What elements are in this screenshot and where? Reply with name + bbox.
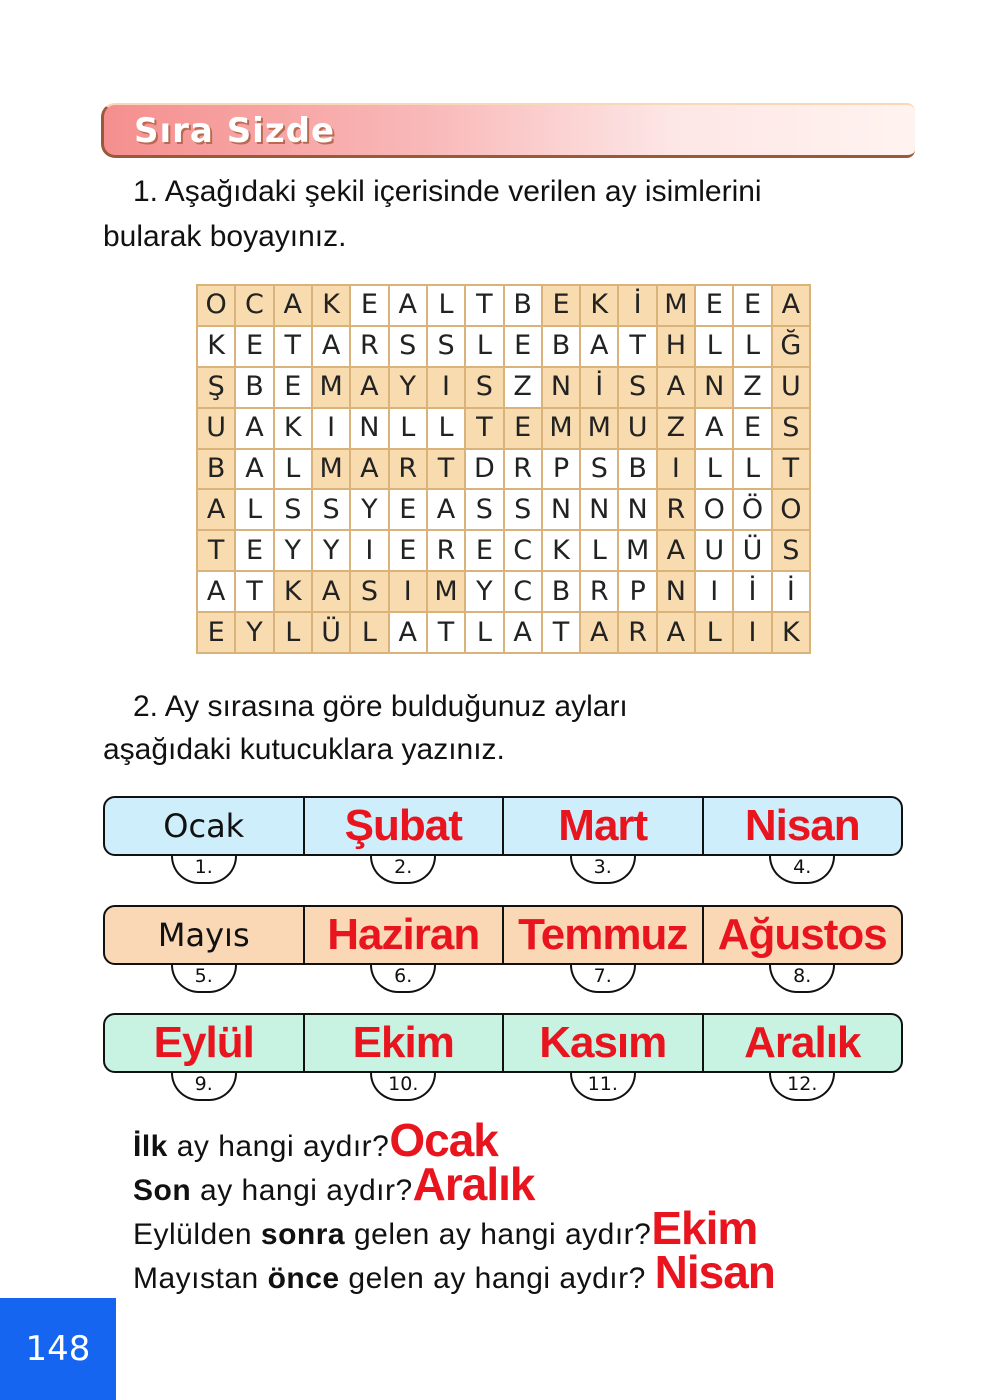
grid-cell[interactable]: C bbox=[505, 531, 541, 570]
grid-cell[interactable]: A bbox=[198, 490, 234, 529]
grid-cell[interactable]: A bbox=[658, 531, 694, 570]
grid-cell[interactable]: A bbox=[236, 409, 272, 448]
month-answer-text: Nisan bbox=[744, 801, 860, 850]
month-answer-text: Haziran bbox=[327, 910, 480, 959]
grid-cell[interactable]: L bbox=[466, 613, 502, 652]
grid-cell[interactable]: R bbox=[351, 327, 387, 366]
grid-cell[interactable]: M bbox=[313, 450, 349, 489]
grid-cell[interactable]: I bbox=[658, 450, 694, 489]
grid-cell[interactable]: L bbox=[428, 286, 464, 325]
grid-cell[interactable]: Y bbox=[275, 531, 311, 570]
month-number-tab: 8. bbox=[769, 965, 835, 993]
question-1-line-2: bularak boyayınız. bbox=[103, 220, 347, 253]
grid-cell[interactable]: M bbox=[581, 409, 617, 448]
grid-cell[interactable]: L bbox=[351, 613, 387, 652]
grid-cell[interactable]: Y bbox=[313, 531, 349, 570]
grid-cell[interactable]: T bbox=[428, 450, 464, 489]
grid-cell[interactable]: N bbox=[696, 368, 732, 407]
grid-cell[interactable]: T bbox=[428, 613, 464, 652]
question-answer: Ekim bbox=[651, 1202, 758, 1254]
grid-cell[interactable]: N bbox=[581, 490, 617, 529]
month-row-2 bbox=[103, 905, 903, 987]
grid-cell[interactable]: E bbox=[734, 409, 770, 448]
grid-cell[interactable]: B bbox=[236, 368, 272, 407]
grid-cell[interactable]: S bbox=[313, 490, 349, 529]
grid-cell[interactable]: O bbox=[198, 286, 234, 325]
grid-cell[interactable]: N bbox=[543, 368, 579, 407]
grid-cell[interactable]: O bbox=[773, 490, 809, 529]
grid-cell[interactable]: T bbox=[466, 409, 502, 448]
grid-cell[interactable]: A bbox=[390, 286, 426, 325]
grid-cell[interactable]: S bbox=[773, 409, 809, 448]
grid-cell[interactable]: A bbox=[658, 613, 694, 652]
question-text: Eylülden bbox=[133, 1218, 261, 1251]
grid-cell[interactable]: T bbox=[275, 327, 311, 366]
month-answer-text: Kasım bbox=[539, 1018, 667, 1067]
question-bold-word: sonra bbox=[260, 1218, 346, 1251]
month-answer-text: Temmuz bbox=[518, 910, 688, 959]
grid-cell[interactable]: T bbox=[466, 286, 502, 325]
grid-cell[interactable]: K bbox=[275, 572, 311, 611]
grid-cell[interactable]: A bbox=[275, 286, 311, 325]
grid-cell[interactable]: İ bbox=[581, 368, 617, 407]
grid-cell[interactable]: S bbox=[619, 368, 655, 407]
grid-cell[interactable]: B bbox=[505, 286, 541, 325]
grid-cell[interactable]: A bbox=[428, 490, 464, 529]
grid-cell[interactable]: İ bbox=[773, 572, 809, 611]
month-number-tab: 2. bbox=[370, 856, 436, 884]
grid-cell[interactable]: Z bbox=[658, 409, 694, 448]
question-bold-word: İlk bbox=[133, 1130, 168, 1163]
question-1-line-1: 1. Aşağıdaki şekil içerisinde verilen ay isimlerini bbox=[133, 175, 762, 208]
grid-cell[interactable]: A bbox=[581, 613, 617, 652]
month-number-tab: 12. bbox=[769, 1073, 835, 1101]
grid-cell[interactable]: L bbox=[390, 409, 426, 448]
month-answer-text: Ağustos bbox=[717, 910, 887, 959]
grid-cell[interactable]: S bbox=[390, 327, 426, 366]
question-text: Mayıstan bbox=[133, 1262, 268, 1295]
month-number-tab: 4. bbox=[769, 856, 835, 884]
month-answer-text: Aralık bbox=[744, 1018, 861, 1067]
grid-cell[interactable]: R bbox=[658, 490, 694, 529]
question-text: ay hangi aydır? bbox=[167, 1130, 390, 1163]
question-line bbox=[133, 1202, 758, 1254]
grid-cell[interactable]: N bbox=[619, 490, 655, 529]
month-box[interactable] bbox=[504, 798, 704, 878]
question-answer: Ocak bbox=[389, 1114, 498, 1166]
grid-cell[interactable]: B bbox=[198, 450, 234, 489]
month-box[interactable] bbox=[305, 798, 505, 878]
grid-cell[interactable]: Ü bbox=[313, 613, 349, 652]
grid-cell[interactable]: E bbox=[390, 490, 426, 529]
grid-cell[interactable]: Ü bbox=[734, 531, 770, 570]
month-box[interactable] bbox=[105, 1015, 305, 1095]
grid-cell[interactable]: K bbox=[773, 613, 809, 652]
grid-cell[interactable]: T bbox=[619, 327, 655, 366]
question-text: ay hangi aydır? bbox=[191, 1174, 413, 1207]
grid-cell[interactable]: E bbox=[236, 327, 272, 366]
grid-cell[interactable]: S bbox=[351, 572, 387, 611]
section-banner bbox=[101, 103, 915, 158]
month-given-text: Ocak bbox=[163, 807, 245, 845]
grid-cell[interactable]: A bbox=[773, 286, 809, 325]
grid-cell[interactable]: A bbox=[313, 327, 349, 366]
grid-cell[interactable]: P bbox=[619, 572, 655, 611]
grid-cell[interactable]: Ğ bbox=[773, 327, 809, 366]
grid-cell[interactable]: I bbox=[696, 572, 732, 611]
grid-cell[interactable]: N bbox=[543, 490, 579, 529]
month-number-tab: 5. bbox=[171, 965, 237, 993]
month-number-tab: 6. bbox=[370, 965, 436, 993]
grid-cell[interactable]: T bbox=[543, 613, 579, 652]
month-given-text: Mayıs bbox=[157, 916, 250, 954]
grid-cell[interactable]: M bbox=[619, 531, 655, 570]
month-box[interactable] bbox=[305, 907, 505, 987]
grid-cell[interactable]: N bbox=[351, 409, 387, 448]
month-box[interactable] bbox=[504, 907, 704, 987]
month-number-tab: 3. bbox=[570, 856, 636, 884]
month-number-tab: 7. bbox=[570, 965, 636, 993]
month-box[interactable] bbox=[704, 798, 902, 878]
grid-cell[interactable]: B bbox=[619, 450, 655, 489]
grid-cell[interactable]: R bbox=[619, 613, 655, 652]
grid-cell[interactable]: L bbox=[734, 450, 770, 489]
grid-cell[interactable]: A bbox=[658, 368, 694, 407]
grid-cell[interactable]: S bbox=[428, 327, 464, 366]
grid-cell[interactable]: U bbox=[619, 409, 655, 448]
word-search-grid bbox=[196, 284, 811, 654]
section-title: Sıra Sizde bbox=[134, 111, 336, 151]
grid-cell[interactable]: I bbox=[351, 531, 387, 570]
question-2-line-1: 2. Ay sırasına göre bulduğunuz ayları bbox=[133, 690, 628, 723]
grid-cell[interactable]: A bbox=[390, 613, 426, 652]
grid-cell[interactable]: A bbox=[505, 613, 541, 652]
grid-cell[interactable]: L bbox=[428, 409, 464, 448]
grid-cell[interactable]: L bbox=[734, 327, 770, 366]
grid-cell[interactable]: L bbox=[275, 450, 311, 489]
grid-cell[interactable]: A bbox=[696, 409, 732, 448]
grid-cell[interactable]: L bbox=[696, 613, 732, 652]
grid-cell[interactable]: R bbox=[390, 450, 426, 489]
grid-cell[interactable]: B bbox=[543, 572, 579, 611]
month-row-1 bbox=[103, 796, 903, 878]
grid-cell[interactable]: K bbox=[581, 286, 617, 325]
question-bold-word: Son bbox=[133, 1174, 192, 1207]
grid-cell[interactable]: C bbox=[236, 286, 272, 325]
grid-cell[interactable]: E bbox=[696, 286, 732, 325]
grid-cell[interactable]: E bbox=[505, 409, 541, 448]
grid-cell[interactable]: E bbox=[734, 286, 770, 325]
grid-cell[interactable]: I bbox=[734, 613, 770, 652]
grid-cell[interactable]: Y bbox=[466, 572, 502, 611]
grid-cell[interactable]: S bbox=[505, 490, 541, 529]
month-number-tab: 9. bbox=[171, 1073, 237, 1101]
month-number-tab: 10. bbox=[370, 1073, 436, 1101]
grid-cell[interactable]: E bbox=[198, 613, 234, 652]
grid-cell[interactable]: E bbox=[236, 531, 272, 570]
month-number-tab: 11. bbox=[570, 1073, 636, 1101]
grid-cell[interactable]: E bbox=[275, 368, 311, 407]
grid-cell[interactable]: İ bbox=[734, 572, 770, 611]
grid-cell[interactable]: U bbox=[773, 368, 809, 407]
grid-cell[interactable]: M bbox=[543, 409, 579, 448]
grid-cell[interactable]: H bbox=[658, 327, 694, 366]
grid-cell[interactable]: E bbox=[505, 327, 541, 366]
month-answer-text: Eylül bbox=[153, 1018, 254, 1067]
grid-cell[interactable]: R bbox=[505, 450, 541, 489]
month-box[interactable] bbox=[105, 907, 305, 987]
grid-cell[interactable]: N bbox=[658, 572, 694, 611]
grid-cell[interactable]: T bbox=[773, 450, 809, 489]
grid-cell[interactable]: A bbox=[313, 572, 349, 611]
grid-cell[interactable]: R bbox=[428, 531, 464, 570]
grid-cell[interactable]: S bbox=[275, 490, 311, 529]
month-box[interactable] bbox=[504, 1015, 704, 1095]
grid-cell[interactable]: D bbox=[466, 450, 502, 489]
grid-cell[interactable]: A bbox=[351, 450, 387, 489]
grid-cell[interactable]: R bbox=[581, 572, 617, 611]
grid-cell[interactable]: T bbox=[236, 572, 272, 611]
month-answer-text: Şubat bbox=[344, 801, 462, 850]
grid-cell[interactable]: E bbox=[466, 531, 502, 570]
question-answer: Aralık bbox=[412, 1158, 535, 1210]
month-answer-text: Mart bbox=[558, 801, 648, 850]
grid-cell[interactable]: S bbox=[466, 368, 502, 407]
grid-cell[interactable]: A bbox=[198, 572, 234, 611]
grid-cell[interactable]: Y bbox=[390, 368, 426, 407]
grid-cell[interactable]: L bbox=[696, 450, 732, 489]
grid-cell[interactable]: B bbox=[543, 327, 579, 366]
question-2-line-2: aşağıdaki kutucuklara yazınız. bbox=[103, 733, 505, 766]
grid-cell[interactable]: L bbox=[696, 327, 732, 366]
grid-cell[interactable]: K bbox=[313, 286, 349, 325]
grid-cell[interactable]: Ş bbox=[198, 368, 234, 407]
grid-cell[interactable]: M bbox=[428, 572, 464, 611]
grid-cell[interactable]: E bbox=[351, 286, 387, 325]
month-box[interactable] bbox=[105, 798, 305, 878]
question-answer: Nisan bbox=[654, 1246, 775, 1298]
month-box[interactable] bbox=[704, 1015, 902, 1095]
grid-cell[interactable]: U bbox=[198, 409, 234, 448]
question-text: gelen ay hangi aydır? bbox=[345, 1218, 652, 1251]
month-number-tab: 1. bbox=[171, 856, 237, 884]
grid-cell[interactable]: A bbox=[581, 327, 617, 366]
grid-cell[interactable]: S bbox=[466, 490, 502, 529]
month-box[interactable] bbox=[305, 1015, 505, 1095]
grid-cell[interactable]: M bbox=[658, 286, 694, 325]
grid-cell[interactable]: L bbox=[275, 613, 311, 652]
grid-cell[interactable]: Z bbox=[734, 368, 770, 407]
grid-cell[interactable]: K bbox=[543, 531, 579, 570]
grid-cell[interactable]: A bbox=[351, 368, 387, 407]
month-box[interactable] bbox=[704, 907, 902, 987]
question-line bbox=[133, 1158, 535, 1210]
grid-cell[interactable]: I bbox=[390, 572, 426, 611]
question-line bbox=[133, 1246, 775, 1298]
grid-cell[interactable]: Z bbox=[505, 368, 541, 407]
grid-cell[interactable]: K bbox=[275, 409, 311, 448]
grid-cell[interactable]: S bbox=[773, 531, 809, 570]
grid-cell[interactable]: Ö bbox=[734, 490, 770, 529]
grid-cell[interactable]: A bbox=[236, 450, 272, 489]
grid-cell[interactable]: İ bbox=[619, 286, 655, 325]
grid-cell[interactable]: I bbox=[428, 368, 464, 407]
grid-cell[interactable]: Y bbox=[236, 613, 272, 652]
grid-cell[interactable]: P bbox=[543, 450, 579, 489]
grid-cell[interactable]: K bbox=[198, 327, 234, 366]
grid-cell[interactable]: E bbox=[390, 531, 426, 570]
question-line bbox=[133, 1114, 498, 1166]
grid-cell[interactable]: C bbox=[505, 572, 541, 611]
grid-cell[interactable]: E bbox=[543, 286, 579, 325]
grid-cell[interactable]: L bbox=[581, 531, 617, 570]
page-number: 148 bbox=[0, 1298, 116, 1400]
grid-cell[interactable]: T bbox=[198, 531, 234, 570]
month-row-3 bbox=[103, 1013, 903, 1095]
month-answer-text: Ekim bbox=[352, 1018, 454, 1067]
grid-cell[interactable]: L bbox=[236, 490, 272, 529]
question-bold-word: önce bbox=[267, 1262, 340, 1295]
grid-cell[interactable]: M bbox=[313, 368, 349, 407]
grid-cell[interactable]: Y bbox=[351, 490, 387, 529]
grid-cell[interactable]: I bbox=[313, 409, 349, 448]
grid-cell[interactable]: O bbox=[696, 490, 732, 529]
grid-cell[interactable]: S bbox=[581, 450, 617, 489]
grid-cell[interactable]: L bbox=[466, 327, 502, 366]
question-text: gelen ay hangi aydır? bbox=[339, 1262, 655, 1295]
grid-cell[interactable]: U bbox=[696, 531, 732, 570]
